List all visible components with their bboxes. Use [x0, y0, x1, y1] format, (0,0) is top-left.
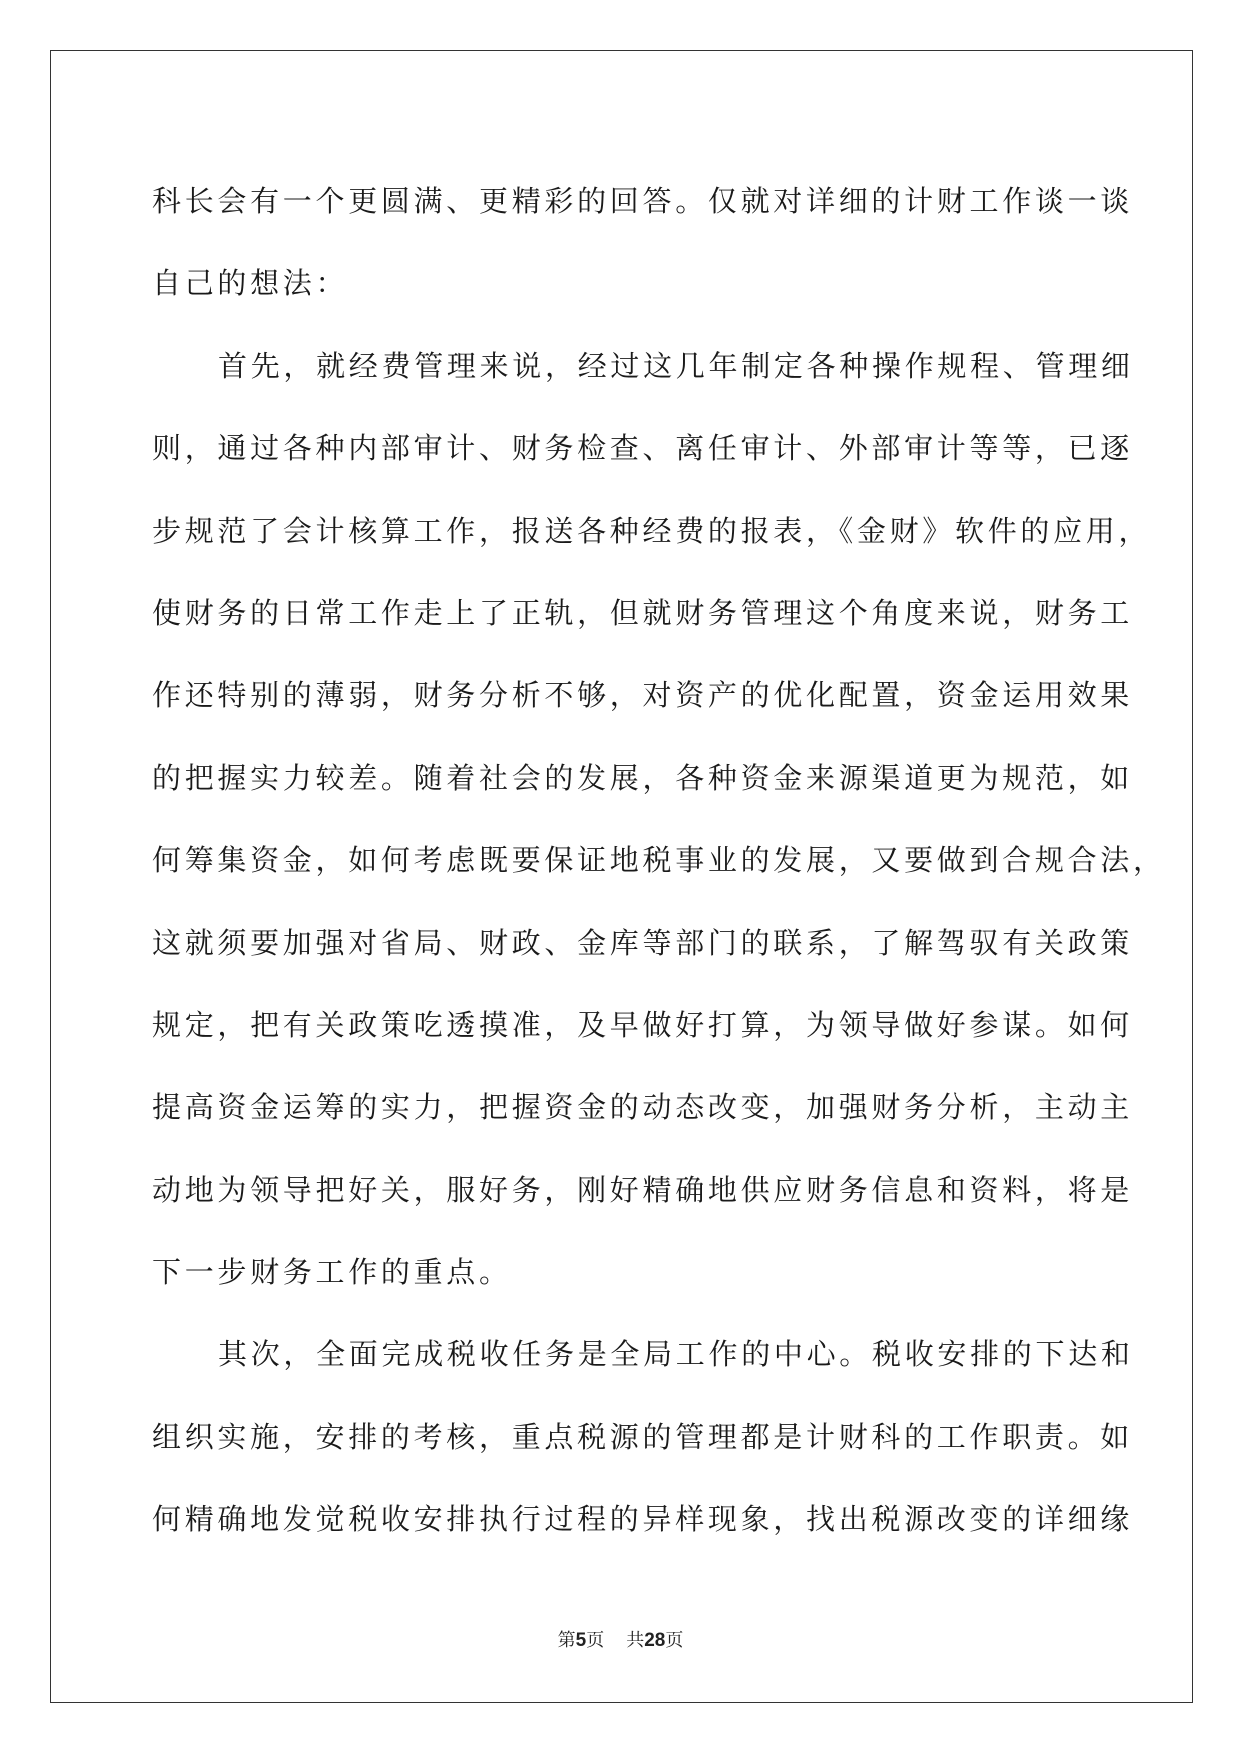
page-number: 5: [575, 1630, 587, 1651]
text-line: 何筹集资金，如何考虑既要保证地税事业的发展，又要做到合规合法，: [152, 843, 1166, 878]
total-suffix: 页: [665, 1630, 684, 1651]
page-footer: [0, 1626, 1241, 1652]
text-line: 作还特别的薄弱，财务分析不够，对资产的优化配置，资金运用效果: [152, 678, 1134, 713]
total-prefix: 共: [626, 1630, 645, 1651]
text-line: 何精确地发觉税收安排执行过程的异样现象，找出税源改变的详细缘: [152, 1502, 1134, 1537]
total-pages: 28: [644, 1630, 666, 1651]
text-line: 的把握实力较差。随着社会的发展，各种资金来源渠道更为规范，如: [152, 760, 1134, 795]
document-body: [152, 160, 1166, 1561]
page-suffix: 页: [586, 1630, 605, 1651]
text-line: 下一步财务工作的重点。: [152, 1255, 512, 1290]
text-line: 自己的想法：: [152, 266, 349, 301]
text-line: 其次，全面完成税收任务是全局工作的中心。税收安排的下达和: [218, 1337, 1134, 1372]
text-line: 组织实施，安排的考核，重点税源的管理都是计财科的工作职责。如: [152, 1419, 1134, 1454]
text-line: 动地为领导把好关，服好务，刚好精确地供应财务信息和资料，将是: [152, 1172, 1134, 1207]
page-prefix: 第: [557, 1630, 576, 1651]
text-line: 首先，就经费管理来说，经过这几年制定各种操作规程、管理细: [218, 348, 1134, 383]
text-line: 这就须要加强对省局、财政、金库等部门的联系，了解驾驭有关政策: [152, 925, 1134, 960]
text-line: 科长会有一个更圆满、更精彩的回答。仅就对详细的计财工作谈一谈: [152, 184, 1134, 218]
text-line: 规定，把有关政策吃透摸准，及早做好打算，为领导做好参谋。如何: [152, 1007, 1134, 1042]
text-line: 则，通过各种内部审计、财务检查、离任审计、外部审计等等，已逐: [152, 431, 1134, 466]
text-line: 使财务的日常工作走上了正轨，但就财务管理这个角度来说，财务工: [152, 595, 1134, 630]
text-line: 步规范了会计核算工作，报送各种经费的报表，《金财》软件的应用，: [152, 513, 1152, 548]
text-line: 提高资金运筹的实力，把握资金的动态改变，加强财务分析，主动主: [152, 1090, 1134, 1125]
